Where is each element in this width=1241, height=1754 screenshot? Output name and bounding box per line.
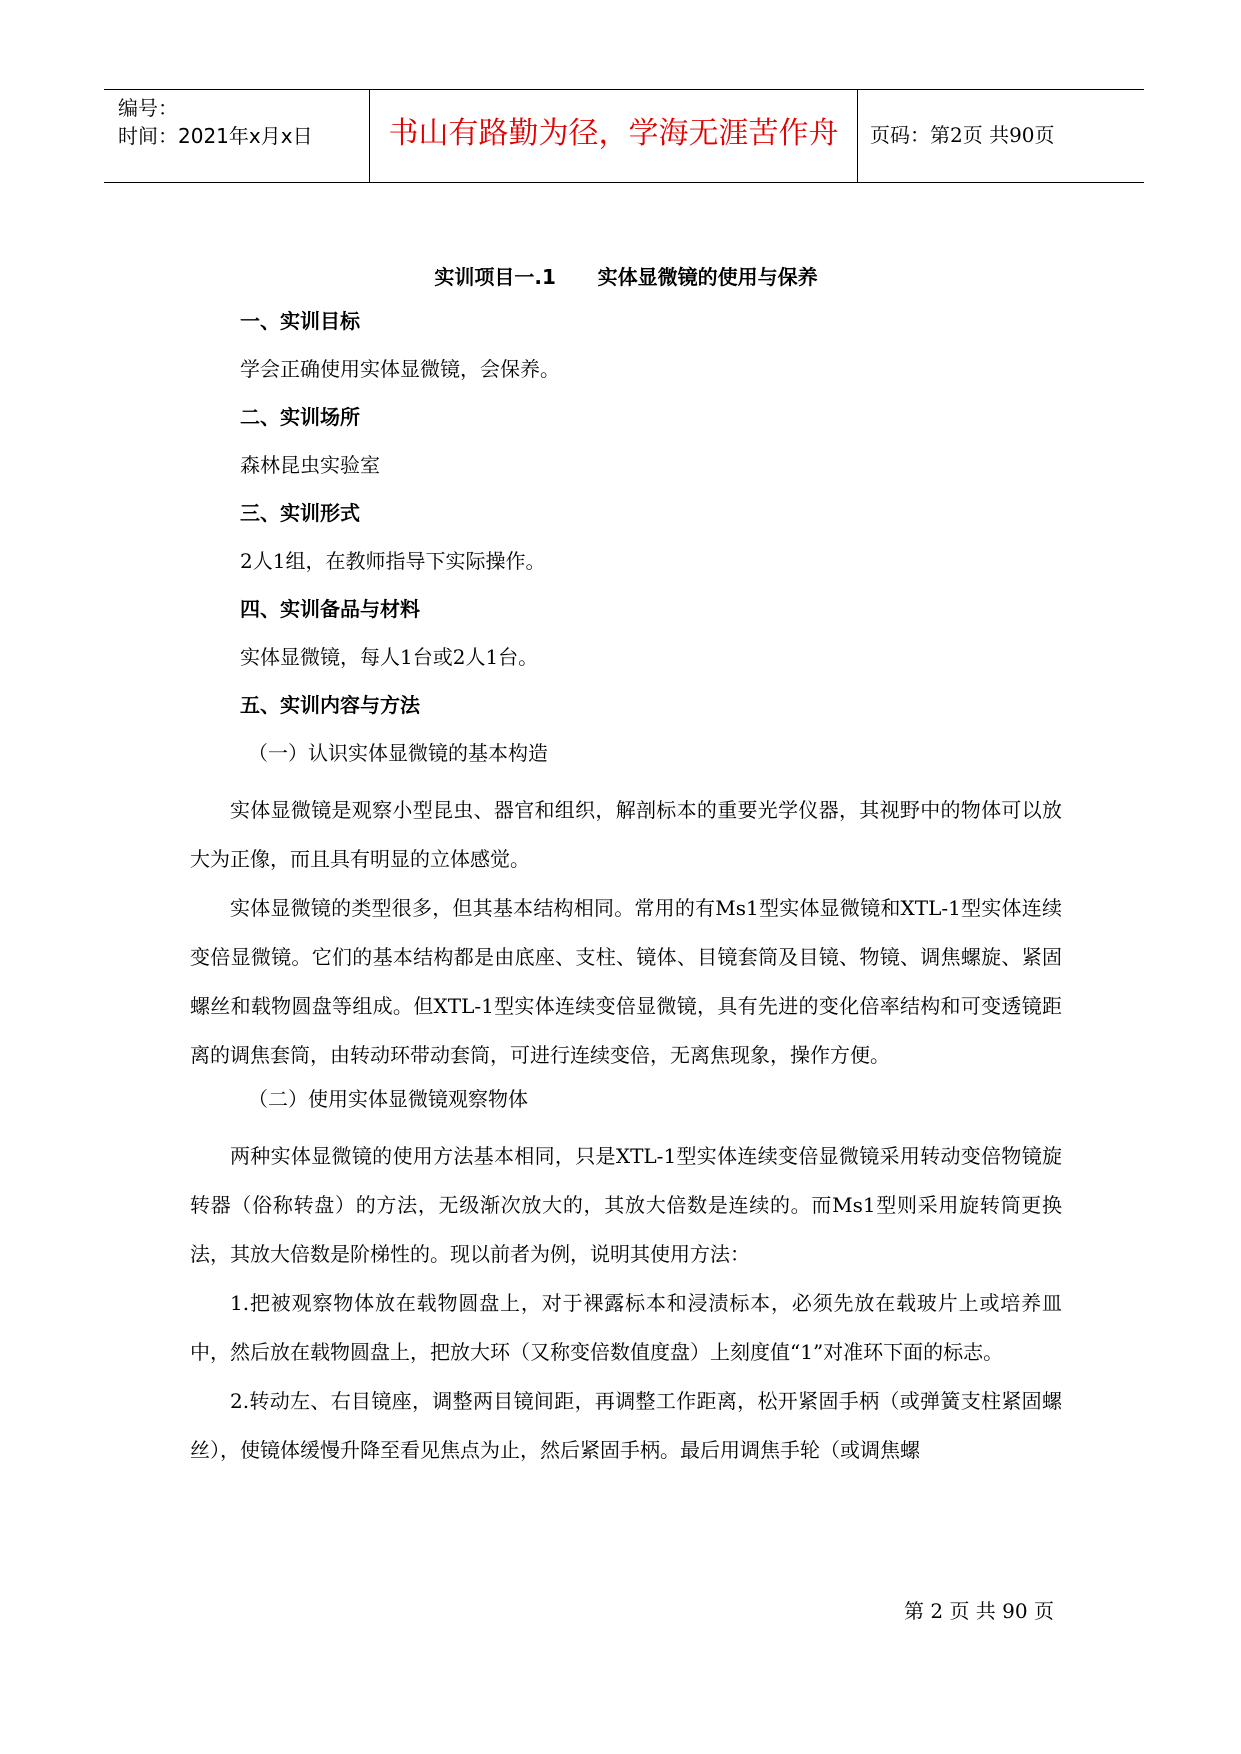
page-footer: 第 2 页 共 90 页 [904,1599,1054,1623]
section-heading: 一、实训目标 [240,309,360,333]
document-body [190,262,1062,1475]
paragraph: 实体显微镜的类型很多，但其基本结构相同。常用的有Ms1型实体显微镜和XTL-1型实体连续变倍显微镜。它们的基本结构都是由底座、支柱、镜体、目镜套筒及目镜、物镜、调焦螺旋、紧固螺丝和载物圆盘等组成。但XTL-1型实体连续变倍显微镜，具有先进的变化倍率结构和可变透镜距离的调焦套筒，由转动环带动套筒，可进行连续变倍，无离焦现象，操作方便。 [190,896,1062,1067]
section-text: 森林昆虫实验室 [240,453,380,477]
section-text: 学会正确使用实体显微镜，会保养。 [240,357,560,381]
paragraph: 2.转动左、右目镜座，调整两目镜间距，再调整工作距离，松开紧固手柄（或弹簧支柱紧固螺丝），使镜体缓慢升降至看见焦点为止，然后紧固手柄。最后用调焦手轮（或调焦螺 [190,1389,1062,1462]
header-page-label: 页码：第2页 共90页 [870,123,1055,147]
header-number-label: 编号： [118,96,178,120]
subsection-heading: （二）使用实体显微镜观察物体 [248,1087,528,1111]
header-motto: 书山有路勤为径，学海无涯苦作舟 [388,116,839,151]
paragraph: 1.把被观察物体放在载物圆盘上，对于裸露标本和浸渍标本，必须先放在载玻片上或培养皿中，然后放在载物圆盘上，把放大环（又称变倍数值度盘）上刻度值“1”对准环下面的标志。 [190,1291,1062,1364]
section-text: 2人1组，在教师指导下实际操作。 [240,549,546,573]
section-text: 实体显微镜，每人1台或2人1台。 [240,645,539,669]
section-heading: 四、实训备品与材料 [240,597,420,621]
page-header [104,89,1144,183]
paragraph: 两种实体显微镜的使用方法基本相同，只是XTL-1型实体连续变倍显微镜采用转动变倍物镜旋转器（俗称转盘）的方法，无级渐次放大的，其放大倍数是连续的。而Ms1型则采用旋转筒更换法，其放大倍数是阶梯性的。现以前者为例，说明其使用方法： [190,1144,1062,1266]
header-time-label: 时间：2021年x月x日 [118,124,313,148]
header-divider [857,90,858,182]
subsection-heading: （一）认识实体显微镜的基本构造 [248,741,548,765]
document-title: 实训项目一.1 实体显微镜的使用与保养 [434,265,818,289]
section-heading: 三、实训形式 [240,501,360,525]
section-heading: 五、实训内容与方法 [240,693,420,717]
section-heading: 二、实训场所 [240,405,360,429]
paragraph: 实体显微镜是观察小型昆虫、器官和组织，解剖标本的重要光学仪器，其视野中的物体可以放大为正像，而且具有明显的立体感觉。 [190,798,1062,871]
header-meta [118,94,313,150]
